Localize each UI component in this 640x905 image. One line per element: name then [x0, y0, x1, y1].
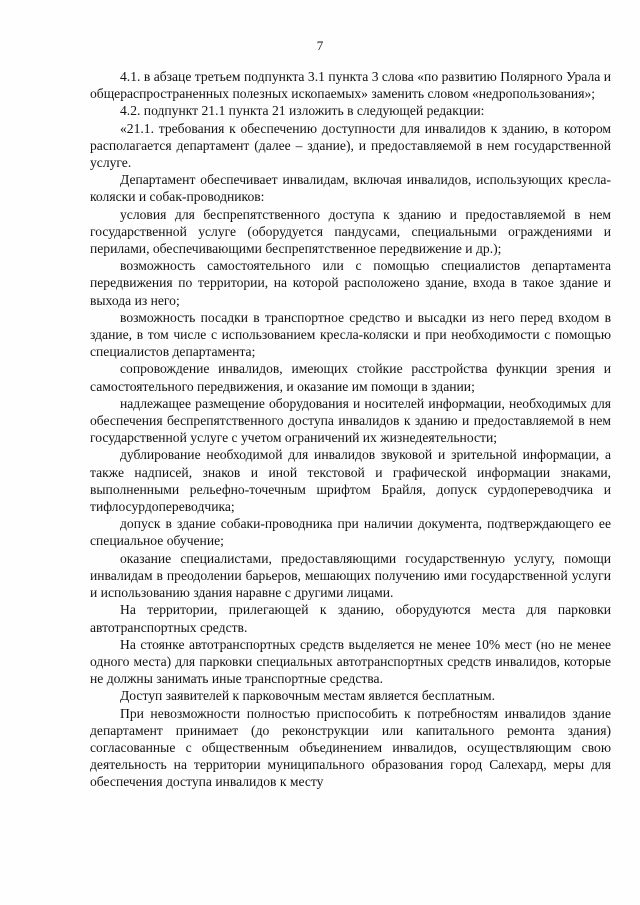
paragraph: допуск в здание собаки-проводника при наличии документа, подтверждающего ее специальное обучение; — [90, 516, 611, 549]
page-number: 7 — [316, 38, 324, 53]
paragraph: При невозможности полностью приспособить к потребностям инвалидов здание департамент принимает (до реконструкции или капитального ремонта здания) согласованные с общественным объединением инвалидов, осуществляющим свою деятельность на территории муниципального образования город Салехард, меры для обеспечения доступа инвалидов к месту — [90, 705, 611, 790]
paragraph: оказание специалистами, предоставляющими государственную услугу, помощи инвалидам в преодолении барьеров, мешающих получению ими государственной услуги и использованию здания наравне с другими лицами. — [90, 550, 611, 601]
paragraph: условия для беспрепятственного доступа к зданию и предоставляемой в нем государственной услуге (оборудуется пандусами, специальными ограждениями и перилами, обеспечивающими беспрепятственное передвижение и др.); — [90, 206, 611, 257]
paragraph: возможность самостоятельного или с помощью специалистов департамента передвижения по территории, на которой расположено здание, входа в такое здание и выхода из него; — [90, 258, 611, 308]
paragraph: На стоянке автотранспортных средств выделяется не менее 10% мест (но не менее одного места) для парковки специальных автотранспортных средств инвалидов, которые не должны занимать иные транспортные средства. — [90, 636, 611, 687]
paragraph: «21.1. требования к обеспечению доступности для инвалидов к зданию, в котором располагается департамент (далее – здание), и предоставляемой в нем государственной услуге. — [90, 120, 611, 171]
paragraph: дублирование необходимой для инвалидов звуковой и зрительной информации, а также надписей, знаков и иной текстовой и графической информации знаками, выполненными рельефно-точечным шрифтом Брайля, допуск сурдопереводчика и тифлосурдопереводчика; — [90, 447, 611, 515]
paragraph: Департамент обеспечивает инвалидам, включая инвалидов, использующих кресла-коляски и собак-проводников: — [90, 172, 611, 205]
paragraph: возможность посадки в транспортное средство и высадки из него перед входом в здание, в том числе с использованием кресла-коляски и при необходимости с помощью специалистов департамента; — [90, 309, 611, 360]
document-body — [90, 68, 611, 791]
paragraph: надлежащее размещение оборудования и носителей информации, необходимых для обеспечения беспрепятственного доступа инвалидов к зданию и предоставляемой в нем государственной услуге с учетом ограничений их жизнедеятельности; — [90, 395, 611, 446]
paragraph: 4.2. подпункт 21.1 пункта 21 изложить в следующей редакции: — [120, 103, 485, 119]
paragraph: сопровождение инвалидов, имеющих стойкие расстройства функции зрения и самостоятельного передвижения, и оказание им помощи в здании; — [90, 361, 611, 394]
paragraph: На территории, прилегающей к зданию, оборудуются места для парковки автотранспортных средств. — [90, 602, 611, 635]
paragraph: Доступ заявителей к парковочным местам является бесплатным. — [120, 688, 496, 704]
paragraph: 4.1. в абзаце третьем подпункта 3.1 пункта 3 слова «по развитию Полярного Урала и общераспространенных полезных ископаемых» заменить словом «недропользования»; — [90, 69, 611, 102]
